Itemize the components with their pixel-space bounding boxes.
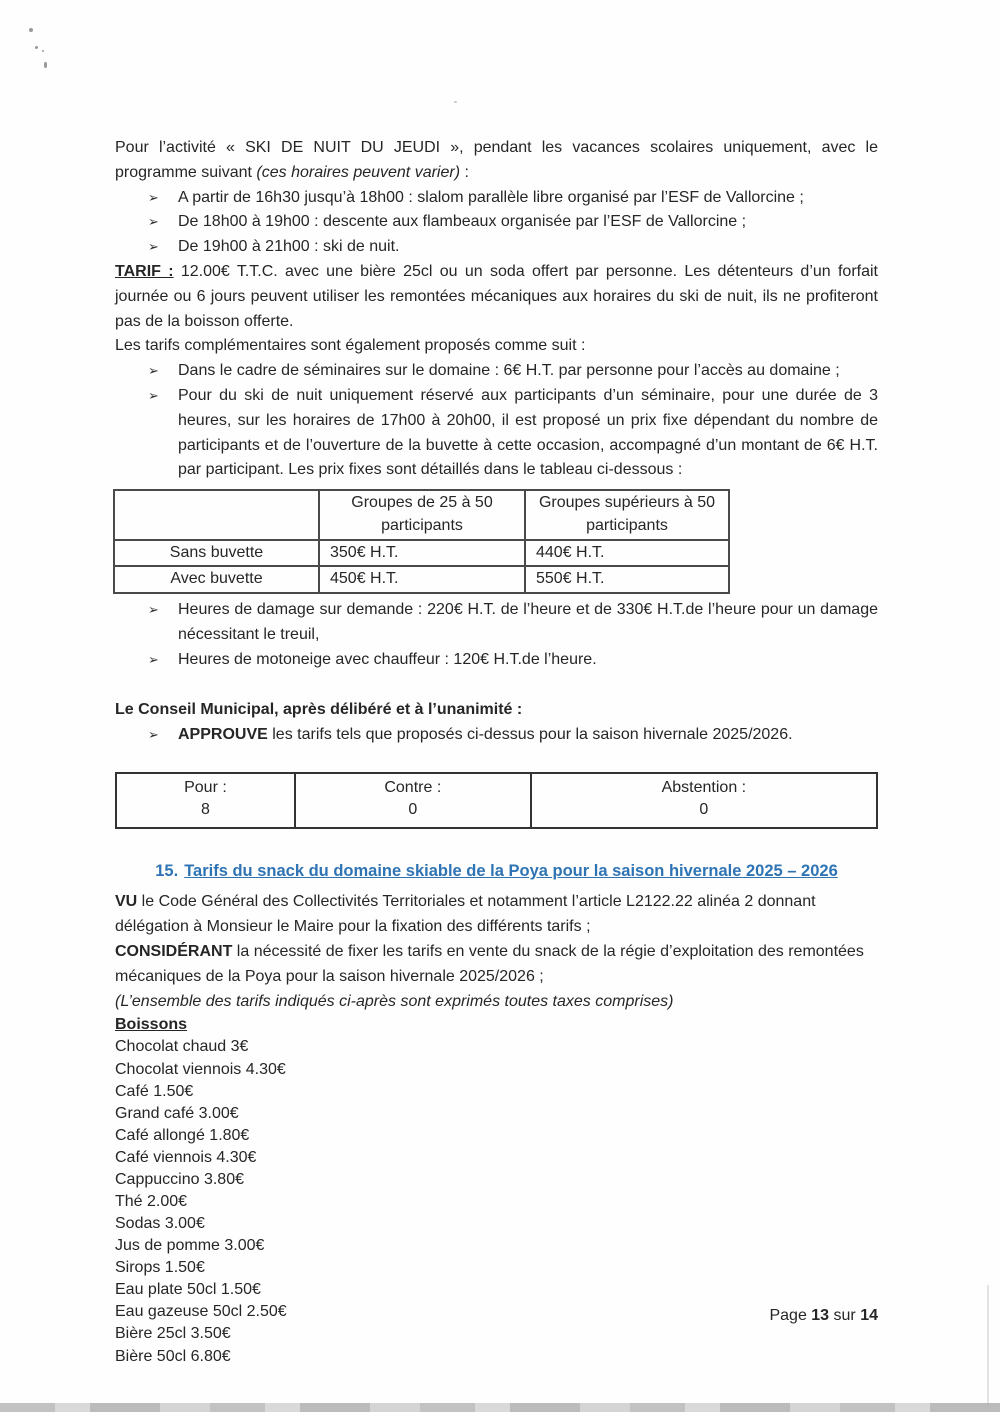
bullet-arrow-icon: ➢ — [148, 387, 159, 403]
drink-item: Sirops 1.50€ — [115, 1259, 205, 1277]
drink-item: Sodas 3.00€ — [115, 1215, 205, 1233]
complementary-intro: Les tarifs complémentaires sont également proposés comme suit : — [115, 337, 586, 355]
table-cell: 440€ H.T. — [525, 540, 729, 567]
scan-speck — [35, 46, 39, 50]
table-cell: 450€ H.T. — [319, 566, 525, 593]
vote-value: 0 — [699, 801, 709, 819]
bullet-text: De 19h00 à 21h00 : ski de nuit. — [178, 238, 400, 256]
approve-text: les tarifs tels que proposés ci-dessus pour la saison hivernale 2025/2026. — [267, 726, 793, 744]
bullet-text: Pour du ski de nuit uniquement réservé aux participants d’un séminaire, pour une durée de 3 heures, sur les horaires de 17h00 à 20h00, il est proposé un prix fixe dépendant du nombre de participants et de l’ouverture de la buvette à cette occasion, accompagné d’un montant de 6€ H.T. par participant. Les prix fixes sont détaillés dans le tableau ci-dessous : — [178, 386, 878, 479]
approve-label: APPROUVE — [178, 726, 268, 744]
table-header-cell: Groupes de 25 à 50 participants — [319, 490, 525, 539]
vote-value: 8 — [200, 801, 210, 819]
scan-speck — [44, 62, 47, 68]
complementary-bullet-item — [115, 359, 878, 384]
bullet-text: Heures de motoneige avec chauffeur : 120€ H.T.de l’heure. — [178, 650, 597, 668]
schedule-bullet-item — [115, 235, 878, 260]
schedule-bullet-list — [115, 186, 878, 260]
tarif-label: TARIF : — [115, 262, 174, 280]
drink-item: Jus de pomme 3.00€ — [115, 1237, 265, 1255]
drink-item: Bière 50cl 6.80€ — [115, 1347, 231, 1365]
bullet-text: De 18h00 à 19h00 : descente aux flambeaux organisée par l’ESF de Vallorcine ; — [178, 213, 747, 231]
table-row — [114, 540, 729, 567]
drinks-heading: Boissons — [115, 1016, 188, 1034]
table-cell: 550€ H.T. — [525, 566, 729, 593]
footer-middle: sur — [829, 1307, 861, 1324]
scan-speck — [454, 101, 457, 103]
bullet-arrow-icon: ➢ — [148, 727, 159, 743]
bullet-text: A partir de 16h30 jusqu’à 18h00 : slalom parallèle libre organisé par l’ESF de Vallorcine ; — [178, 188, 804, 206]
schedule-bullet-item — [115, 210, 878, 235]
bullet-arrow-icon: ➢ — [148, 363, 159, 379]
intro-italic-note: (ces horaires peuvent varier) — [256, 163, 461, 181]
drink-item: Cappuccino 3.80€ — [115, 1170, 244, 1188]
vote-value: 0 — [408, 801, 418, 819]
vote-label: Abstention : — [661, 779, 747, 797]
vote-result-table — [115, 772, 878, 829]
vote-cell-contre — [295, 773, 531, 828]
council-heading: Le Conseil Municipal, après délibéré et à l’unanimité : — [115, 701, 523, 719]
group-pricing-table — [113, 489, 730, 594]
bullet-arrow-icon: ➢ — [148, 602, 159, 618]
drink-item: Bière 25cl 3.50€ — [115, 1325, 231, 1343]
vu-text: le Code Général des Collectivités Territoriales et notamment l’article L2122.22 alinéa 2 donnant délégation à Monsieur le Maire pour la fixation des différents tarifs ; — [115, 893, 816, 936]
bullet-arrow-icon: ➢ — [148, 214, 159, 230]
bullet-text — [178, 723, 878, 748]
table-header-cell — [114, 490, 319, 539]
tarif-text: 12.00€ T.T.C. avec une bière 25cl ou un soda offert par personne. Les détenteurs d’un forfait journée ou 6 jours peuvent utiliser les remontées mécaniques aux horaires du ski de nuit, ils ne profiteront pas de la boisson offerte. — [115, 262, 878, 330]
vote-label: Pour : — [184, 779, 227, 797]
spacer — [115, 672, 878, 698]
considerant-text: la nécessité de fixer les tarifs en vente du snack de la régie d’exploitation des remontées mécaniques de la Poya pour la saison hivernale 2025/2026 ; — [115, 942, 864, 985]
vote-cell-pour — [116, 773, 295, 828]
drink-item: Chocolat chaud 3€ — [115, 1038, 249, 1056]
table-header-cell: Groupes supérieurs à 50 participants — [525, 490, 729, 539]
post-table-bullet-list — [115, 598, 878, 672]
footer-prefix: Page — [769, 1307, 812, 1324]
drink-item: Café viennois 4.30€ — [115, 1148, 257, 1166]
scan-bottom-band — [0, 1403, 1000, 1412]
drink-item: Eau gazeuse 50cl 2.50€ — [115, 1303, 287, 1321]
post-table-bullet-item — [115, 598, 878, 648]
taxes-note: (L’ensemble des tarifs indiqués ci-après sont exprimés toutes taxes comprises) — [115, 992, 674, 1010]
post-table-bullet-item — [115, 648, 878, 673]
bullet-text: Dans le cadre de séminaires sur le domaine : 6€ H.T. par personne pour l’accès au domaine ; — [178, 362, 840, 380]
bullet-arrow-icon: ➢ — [148, 189, 159, 205]
intro-text: Pour l’activité « SKI DE NUIT DU JEUDI », pendant les vacances scolaires uniquement, avec le programme suivant — [115, 139, 878, 181]
drink-item: Café allongé 1.80€ — [115, 1126, 250, 1144]
considerant-label: CONSIDÉRANT — [115, 942, 233, 960]
vote-label: Contre : — [384, 779, 442, 797]
drink-item: Eau plate 50cl 1.50€ — [115, 1281, 261, 1299]
bullet-text: Heures de damage sur demande : 220€ H.T. de l’heure et de 330€ H.T.de l’heure pour un damage nécessitant le treuil, — [178, 601, 878, 643]
vu-label: VU — [115, 893, 138, 911]
schedule-bullet-item — [115, 186, 878, 211]
approve-bullet-item — [115, 723, 878, 748]
considerant-paragraph — [115, 940, 878, 990]
scan-speck — [29, 28, 33, 32]
vote-cell-abstention — [531, 773, 877, 828]
section-title: Tarifs du snack du domaine skiable de la Poya pour la saison hivernale 2025 – 2026 — [184, 861, 838, 880]
footer-total-pages: 14 — [860, 1307, 878, 1324]
complementary-bullet-list — [115, 359, 878, 483]
document-body — [115, 136, 878, 1368]
section-number: 15. — [155, 861, 179, 880]
table-cell: Sans buvette — [114, 540, 319, 567]
section-15-heading — [115, 859, 878, 885]
table-cell: 350€ H.T. — [319, 540, 525, 567]
table-header-row — [114, 490, 729, 539]
vote-row — [116, 773, 877, 828]
table-row — [114, 566, 729, 593]
tarif-paragraph — [115, 260, 878, 334]
bullet-arrow-icon: ➢ — [148, 651, 159, 667]
drink-item: Grand café 3.00€ — [115, 1104, 239, 1122]
scan-speck — [42, 50, 44, 52]
vu-paragraph — [115, 890, 878, 940]
footer-page-number: 13 — [811, 1307, 830, 1324]
intro-paragraph — [115, 136, 878, 186]
drink-item: Chocolat viennois 4.30€ — [115, 1060, 286, 1078]
intro-colon: : — [460, 163, 469, 181]
drink-item: Thé 2.00€ — [115, 1192, 188, 1210]
complementary-bullet-item — [115, 384, 878, 483]
drink-item: Café 1.50€ — [115, 1082, 194, 1100]
table-cell: Avec buvette — [114, 566, 319, 593]
page-number-footer — [115, 1307, 878, 1325]
scan-edge-artifact — [987, 1285, 989, 1405]
bullet-arrow-icon: ➢ — [148, 239, 159, 255]
